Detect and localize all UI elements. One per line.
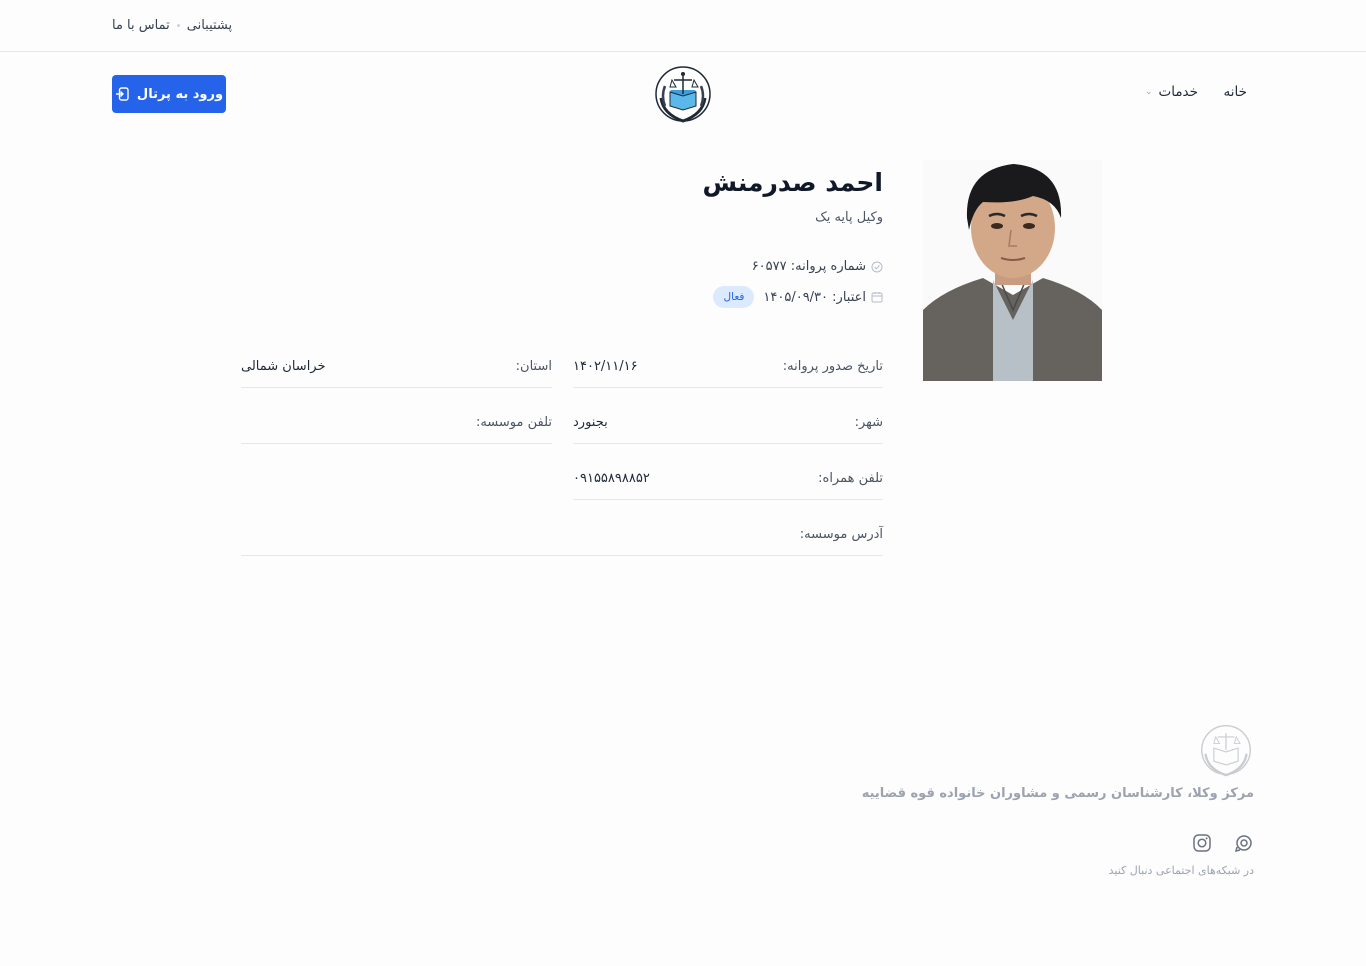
validity-date: اعتبار: ۱۴۰۵/۰۹/۳۰ [763, 289, 866, 305]
lawyer-name: احمد صدرمنش [702, 168, 883, 197]
top-bar [0, 0, 1366, 52]
issue-date-value: ۱۴۰۲/۱۱/۱۶ [573, 359, 638, 374]
validity-row [713, 286, 883, 308]
footer-title: مرکز وکلا، کارشناسان رسمی و مشاوران خانواده قوه قضاییه [861, 786, 1254, 801]
calendar-icon [871, 291, 883, 303]
city-field [573, 409, 883, 444]
mobile-label: تلفن همراه: [818, 471, 883, 486]
judiciary-logo[interactable] [653, 64, 713, 124]
support-link[interactable]: پشتیبانی [186, 17, 233, 33]
chevron-down-icon: ⌄ [1144, 87, 1153, 97]
province-label: استان: [515, 359, 552, 374]
separator-dot [177, 24, 180, 27]
instagram-icon[interactable] [1192, 833, 1212, 853]
login-icon [115, 87, 129, 101]
issue-date-field [573, 353, 883, 388]
institute-phone-label: تلفن موسسه: [475, 415, 552, 430]
city-label: شهر: [854, 415, 883, 430]
portal-login-button[interactable] [112, 75, 226, 113]
nav-services-label: خدمات [1158, 84, 1198, 100]
province-value: خراسان شمالی [241, 359, 326, 374]
license-number-row [752, 259, 883, 274]
license-number: شماره پروانه: ۶۰۵۷۷ [751, 259, 866, 274]
lawyer-photo [923, 160, 1102, 381]
nav-services-menu[interactable] [1145, 84, 1198, 100]
portal-login-label: ورود به پرتال [136, 86, 224, 102]
mobile-value: ۰۹۱۵۵۸۹۸۸۵۲ [573, 471, 650, 486]
contact-link[interactable]: تماس با ما [112, 17, 170, 33]
address-field [241, 521, 883, 556]
nav-home-link[interactable]: خانه [1223, 84, 1247, 100]
mobile-field [573, 465, 883, 500]
top-links [112, 16, 232, 34]
footer-logo [1198, 722, 1254, 778]
status-badge: فعال [713, 286, 754, 308]
check-circle-icon [871, 261, 883, 273]
institute-phone-field [241, 409, 552, 444]
province-field [241, 353, 552, 388]
city-value: بجنورد [573, 415, 608, 430]
social-links [1192, 833, 1254, 853]
issue-date-label: تاریخ صدور پروانه: [782, 359, 883, 374]
address-label: آدرس موسسه: [799, 527, 883, 542]
bale-icon[interactable] [1234, 833, 1254, 853]
footer-follow-text: در شبکه‌های اجتماعی دنبال کنید [1108, 864, 1254, 877]
lawyer-rank: وکیل پایه یک [815, 210, 883, 225]
